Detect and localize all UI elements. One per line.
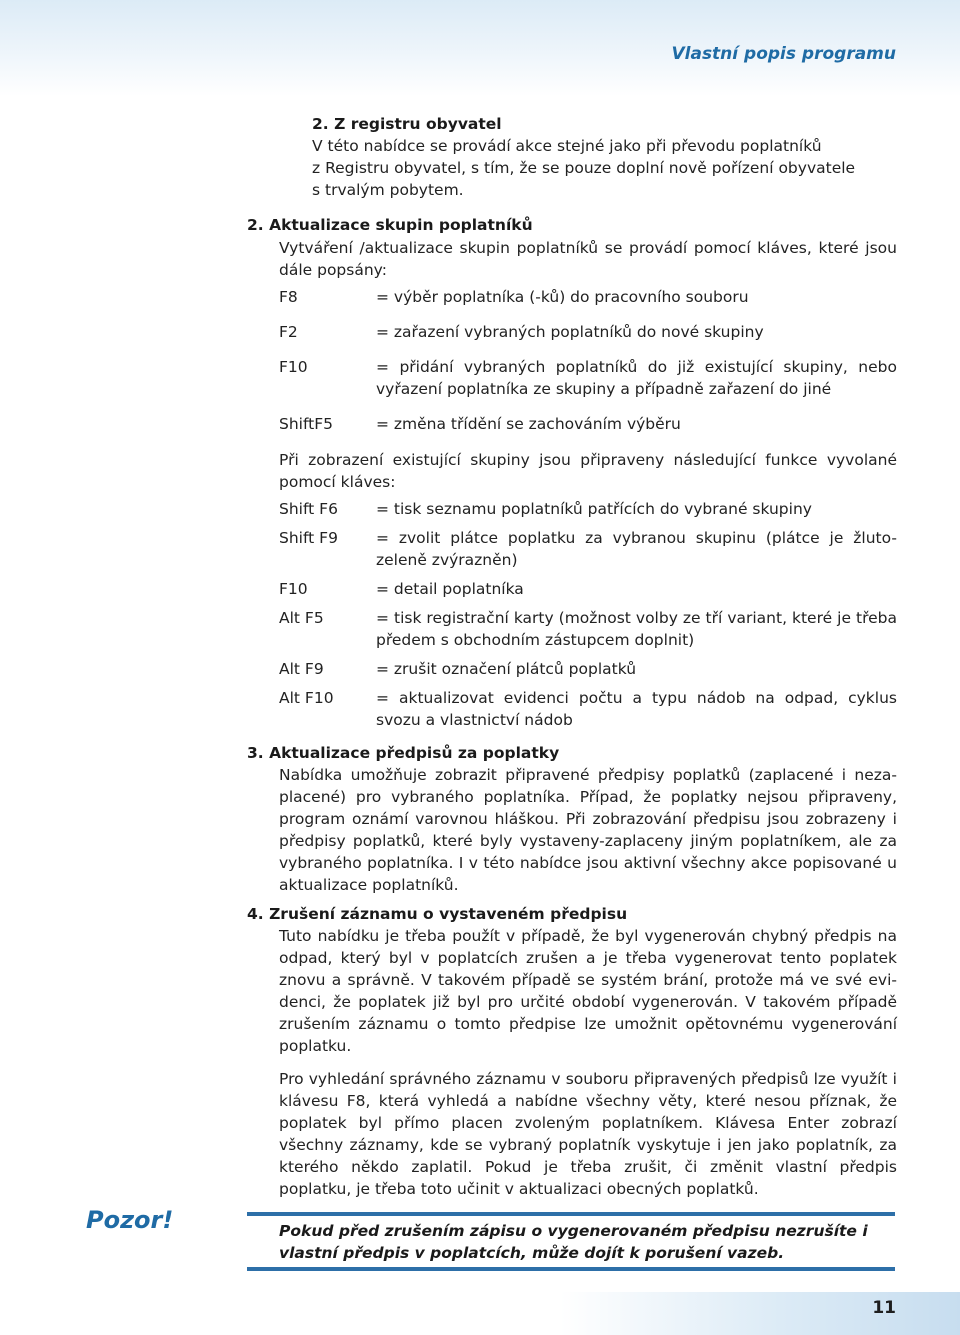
key-description: = detail poplatníka (376, 580, 524, 598)
key-description: = tisk seznamu poplatníků patřících do vybrané skupiny (376, 500, 812, 518)
section-zruseni (247, 903, 897, 925)
key-description: = změna třídění se zachováním výběru (376, 415, 681, 433)
key-description: = tisk registrační karty (možnost volby ze tří variant, které je třeba předem s obchodním zástupcem doplnit) (376, 609, 897, 649)
key-name: F10 (279, 580, 308, 598)
warning-text: Pokud před zrušením zápisu o vygenerovaném předpisu nezrušíte i vlastní předpis v poplatcích, může dojít k porušení vazeb. (279, 1222, 868, 1262)
page-number: 11 (872, 1298, 896, 1318)
key-row (279, 687, 897, 731)
skupiny-intro-text: Vytváření /aktualizace skupin poplatníků se provádí pomocí kláves, které jsou dále popsány: (279, 239, 897, 279)
section-predpisy (247, 742, 897, 764)
section-registr-line: z Registru obyvatel, s tím, že se pouze doplní nově pořízení obyvatele (312, 159, 856, 177)
key-row (279, 321, 897, 343)
zruseni-text-2: Pro vyhledání správného záznamu v souboru připravených předpisů lze využít i klávesu F8, která vyhledá a nabídne všechny věty, které nesou příznak, že poplatek byl přímo placen zvoleným poplatníkem. Klávesa Enter zobrazí všechny záznamy, kde se vybraný poplatník vyskytuje i jen jako poplatník, za kterého někdo zaplatil. Pokud je třeba zrušit, či změnit vlastní předpis poplatku, je třeba toto učinit v aktualizaci obecných poplatků. (279, 1070, 897, 1198)
section-registr-line: s trvalým pobytem. (312, 181, 464, 199)
key-name: F2 (279, 323, 298, 341)
key-row (279, 578, 897, 600)
section-skupiny-intro2 (279, 449, 897, 493)
key-description: = zvolit plátce poplatku za vybranou skupinu (plátce je žluto-zeleně zvýrazněn) (376, 529, 897, 569)
section-skupiny-heading: 2. Aktualizace skupin poplatníků (247, 216, 533, 234)
key-name: ShiftF5 (279, 415, 334, 433)
key-name: F8 (279, 288, 298, 306)
key-name: Alt F5 (279, 609, 324, 627)
key-description: = zařazení vybraných poplatníků do nové skupiny (376, 323, 764, 341)
section-predpisy-body (279, 764, 897, 896)
predpisy-text: Nabídka umožňuje zobrazit připravené předpisy poplatků (zaplacené i neza-placené) pro vybraného poplatníka. Případ, že poplatky nejsou připraveny, program oznámí varovnou hláškou. Při zobrazování předpisu jsou zobrazeny i předpisy poplatků, které byly vystaveny-zaplaceny jiným poplatníkem, ale za vybraného poplatníka. I v této nabídce jsou aktivní všechny akce popisované u aktualizace poplatníků. (279, 766, 897, 894)
key-row (279, 498, 897, 520)
key-description: = výběr poplatníka (-ků) do pracovního souboru (376, 288, 749, 306)
section-zruseni-body (279, 925, 897, 1200)
key-name: Shift F9 (279, 529, 338, 547)
key-row (279, 527, 897, 571)
warning-rule-bottom (247, 1267, 895, 1271)
key-row (279, 607, 897, 651)
key-description: = aktualizovat evidenci počtu a typu nádob na odpad, cyklus svozu a vlastnictví nádob (376, 689, 897, 729)
section-registr-line: V této nabídce se provádí akce stejné jako při převodu poplatníků (312, 137, 822, 155)
section-zruseni-heading: 4. Zrušení záznamu o vystaveném předpisu (247, 905, 628, 923)
warning-rule-top (247, 1212, 895, 1216)
key-name: Shift F6 (279, 500, 338, 518)
warning-label: Pozor! (86, 1206, 174, 1234)
key-description: = zrušit označení plátců poplatků (376, 660, 637, 678)
key-row (279, 413, 897, 435)
section-registr-heading: 2. Z registru obyvatel (312, 115, 502, 133)
key-row (279, 286, 897, 308)
key-row (279, 356, 897, 400)
key-name: F10 (279, 358, 308, 376)
zruseni-text-1: Tuto nabídku je třeba použít v případě, že byl vygenerován chybný předpis na odpad, který byl v poplatcích zrušen a je třeba vygenerovat tento poplatek znovu a správně. V takovém případě se systém brání, protože má ve své evi-denci, že poplatek již byl pro určité období vygenerován. V takovém případě zrušením záznamu o tomto předpise lze umožnit opětovnému vygenerování poplatku. (279, 927, 897, 1055)
section-skupiny-intro (279, 237, 897, 281)
key-row (279, 658, 897, 680)
section-predpisy-heading: 3. Aktualizace předpisů za poplatky (247, 744, 560, 762)
running-header: Vlastní popis programu (671, 44, 896, 64)
key-name: Alt F9 (279, 660, 324, 678)
key-description: = přidání vybraných poplatníků do již existující skupiny, nebo vyřazení poplatníka ze skupiny a případně zařazení do jiné (376, 358, 897, 398)
skupiny-intro2-text: Při zobrazení existující skupiny jsou připraveny následující funkce vyvolané pomocí kláves: (279, 451, 897, 491)
footer-band (560, 1292, 960, 1335)
section-registr (312, 113, 897, 201)
key-list-skupiny (279, 286, 897, 435)
key-name: Alt F10 (279, 689, 334, 707)
section-skupiny-heading-wrap (247, 214, 897, 236)
key-list-existing-group (279, 498, 897, 731)
